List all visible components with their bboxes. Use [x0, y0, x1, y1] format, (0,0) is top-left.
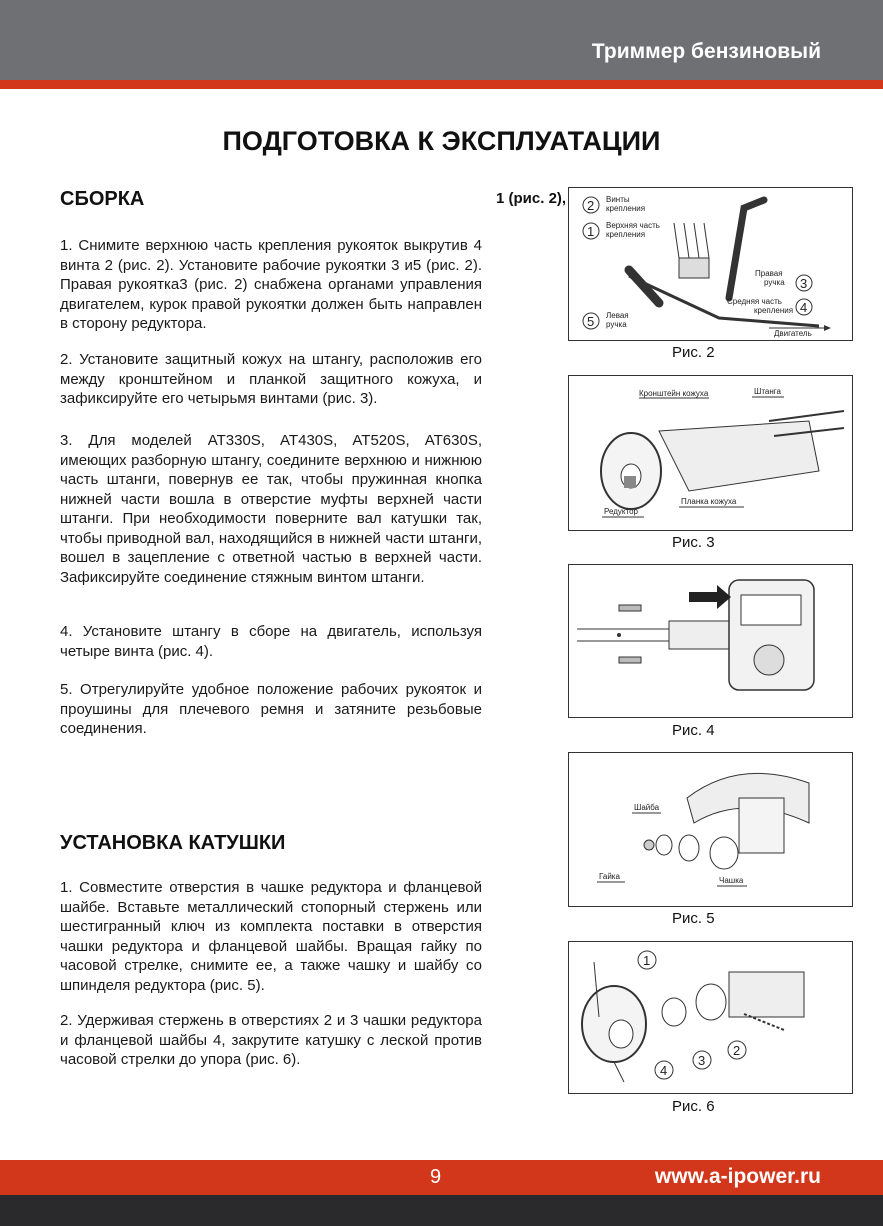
figure-3: [568, 375, 853, 531]
fig3-label-bracket: Кронштейн кожуха: [639, 389, 709, 398]
fig2-callout-4: 4: [800, 300, 808, 315]
spool-step-2: 2. Удерживая стержень в отверстиях 2 и 3 чашки редуктора и фланцевой шайбы 4, закрутите катушку с леской против часовой стрелки до упора (рис. 6).: [60, 1012, 482, 1068]
fig3-label-plate: Планка кожуха: [681, 497, 737, 506]
fig5-label-washer: Шайба: [634, 803, 660, 812]
header-title: Триммер бензиновый: [591, 40, 821, 63]
figure-4-drawing: [569, 565, 852, 717]
page-title: ПОДГОТОВКА К ЭКСПЛУАТАЦИИ: [222, 126, 661, 156]
fig6-callout-2: 2: [733, 1043, 741, 1058]
fig2-label-screws: Винты: [606, 195, 630, 204]
website-link[interactable]: www.a-ipower.ru: [654, 1165, 821, 1188]
stray-reference-text: 1 (рис. 2),: [496, 190, 567, 207]
spool-heading: УСТАНОВКА КАТУШКИ: [60, 832, 286, 854]
figure-6: [568, 941, 853, 1094]
fig2-label-right: Правая: [755, 269, 783, 278]
fig2-callout-5: 5: [587, 314, 595, 329]
fig2-label-left-2: ручка: [606, 320, 627, 329]
figure-2-caption: Рис. 2: [672, 344, 715, 361]
assembly-step-5: 5. Отрегулируйте удобное положение рабочих рукояток и проушины для плечевого ремня и затяните резьбовые соединения.: [60, 681, 482, 737]
fig5-label-nut: Гайка: [599, 872, 620, 881]
figure-3-drawing: [569, 376, 852, 530]
fig6-callout-1: 1: [643, 953, 651, 968]
fig2-label-screws-2: крепления: [606, 204, 646, 213]
figure-5: [568, 752, 853, 907]
fig2-label-top-2: крепления: [606, 230, 646, 239]
fig6-callout-3: 3: [698, 1053, 706, 1068]
footer-bar: [0, 1195, 883, 1226]
fig3-label-shaft: Штанга: [754, 387, 781, 396]
fig2-label-top: Верхняя часть: [606, 221, 660, 230]
assembly-step-3: 3. Для моделей AT330S, AT430S, AT520S, AT630S, имеющих разборную штангу, соедините верхнюю и нижнюю часть штанги, повернув ее так, чтобы пружинная кнопка нижней части вошла в отверстие муфты верхней части штанги. При необходимости поверните вал катушки так, чтобы приводной вал, находящийся в нижней части штанги, вошел в зацепление с ответной частью в верхней части. Зафиксируйте соединение стяжным винтом штанги.: [60, 432, 482, 586]
spool-step-1: 1. Совместите отверстия в чашке редуктора и фланцевой шайбе. Вставьте металлический стопорный стержень или шестигранный ключ из комплекта поставки в отверстия чашки редуктора и фланцевой шайбы. Вращая гайку по часовой стрелке, снимите ее, а также чашку и шайбу со шпинделя редуктора (рис. 5).: [60, 879, 482, 994]
fig2-label-engine: Двигатель: [774, 329, 812, 338]
figure-6-drawing: [569, 942, 852, 1093]
fig5-label-cup: Чашка: [719, 876, 744, 885]
figure-6-caption: Рис. 6: [672, 1098, 715, 1115]
fig2-label-right-2: ручка: [764, 278, 785, 287]
figure-5-caption: Рис. 5: [672, 910, 715, 927]
fig2-label-mid-2: крепления: [754, 306, 794, 315]
assembly-step-1: 1. Снимите верхнюю часть крепления рукояток выкрутив 4 винта 2 (рис. 2). Установите рабочие рукоятки 3 и5 (рис. 2). Правая рукоятка3 (рис. 2) снабжена органами управления двигателем, курок правой рукоятки должен быть направлен в сторону редуктора.: [60, 237, 482, 332]
page-number: 9: [430, 1166, 442, 1188]
figure-5-drawing: [569, 753, 852, 906]
figure-3-caption: Рис. 3: [672, 534, 715, 551]
assembly-step-4: 4. Установите штангу в сборе на двигатель, используя четыре винта (рис. 4).: [60, 623, 482, 660]
assembly-heading: СБОРКА: [60, 188, 145, 210]
fig2-callout-3: 3: [800, 276, 808, 291]
fig6-callout-4: 4: [660, 1063, 668, 1078]
figure-2-drawing: [569, 188, 852, 340]
fig2-label-left: Левая: [606, 311, 629, 320]
fig2-callout-1: 1: [587, 224, 595, 239]
figure-4: [568, 564, 853, 718]
assembly-step-2: 2. Установите защитный кожух на штангу, расположив его между кронштейном и планкой защитного кожуха, и зафиксируйте его четырьмя винтами (рис. 3).: [60, 351, 482, 407]
figure-4-caption: Рис. 4: [672, 722, 715, 739]
fig2-label-mid: Средняя часть: [727, 297, 782, 306]
header-stripe: [0, 80, 883, 89]
fig2-callout-2: 2: [587, 198, 595, 213]
figure-2: [568, 187, 853, 341]
stray-reference: [496, 190, 566, 207]
fig3-label-gear: Редуктор: [604, 507, 638, 516]
